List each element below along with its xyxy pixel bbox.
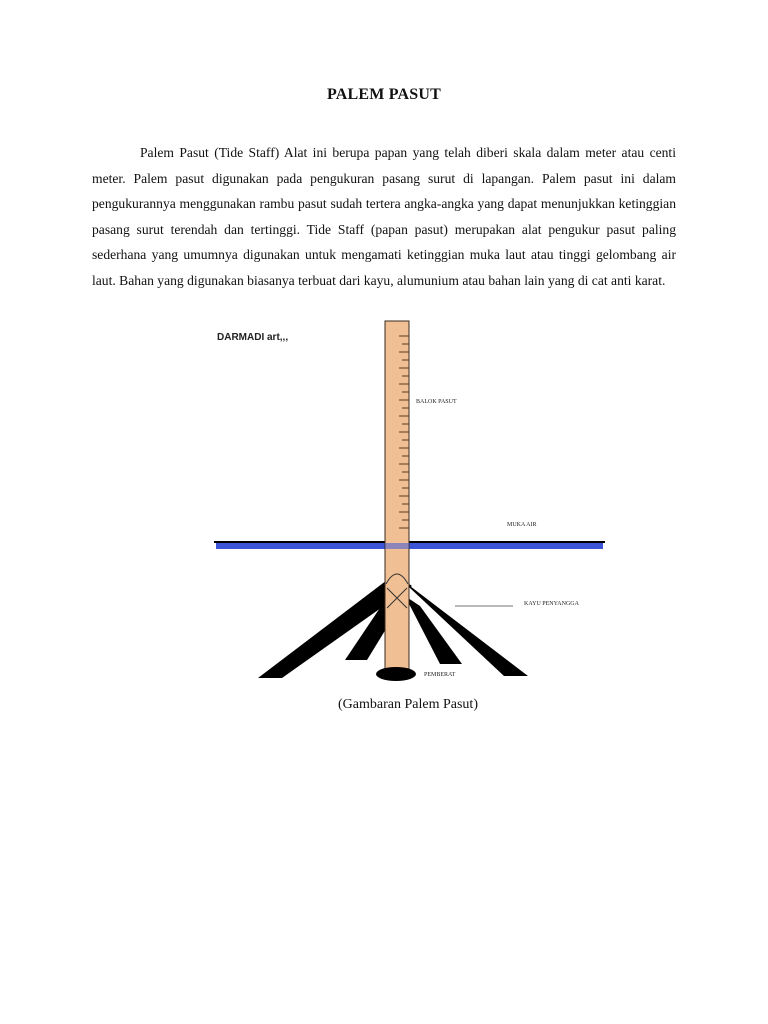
label-support-ladder: KAYU PENYANGGA (524, 601, 579, 607)
figure-caption: (Gambaran Palem Pasut) (338, 697, 478, 712)
base-weight (376, 667, 416, 681)
tide-staff (385, 321, 409, 673)
tide-staff-diagram (200, 316, 620, 688)
page-title: PALEM PASUT (326, 86, 442, 103)
body-paragraph: Palem Pasut (Tide Staff) Alat ini berupa papan yang telah diberi skala dalam meter atau centi meter. Palem pasut digunakan pada pengukuran pasang surut di lapangan. Palem pasut ini dalam pengukurannya menggunakan rambu pasut sudah tertera angka-angka yang dapat menunjukkan ketinggian pasang surut terendah dan tertinggi. Tide Staff (papan pasut) merupakan alat pengukur pasut paling sederhana yang umumnya digunakan untuk mengamati ketinggian muka laut atau tinggi gelombang air laut. Bahan yang digunakan biasanya terbuat dari kayu, alumunium atau bahan lain yang di cat anti karat. (92, 145, 676, 288)
diagram-credit: DARMADI art,,, (217, 332, 289, 343)
label-water-surface: MUKA AIR (507, 522, 537, 528)
support-leg-outer-right (395, 574, 528, 676)
label-weight: PEMBERAT (424, 672, 456, 678)
label-staff: BALOK PASUT (416, 399, 457, 405)
tide-staff-water-band (385, 543, 409, 549)
